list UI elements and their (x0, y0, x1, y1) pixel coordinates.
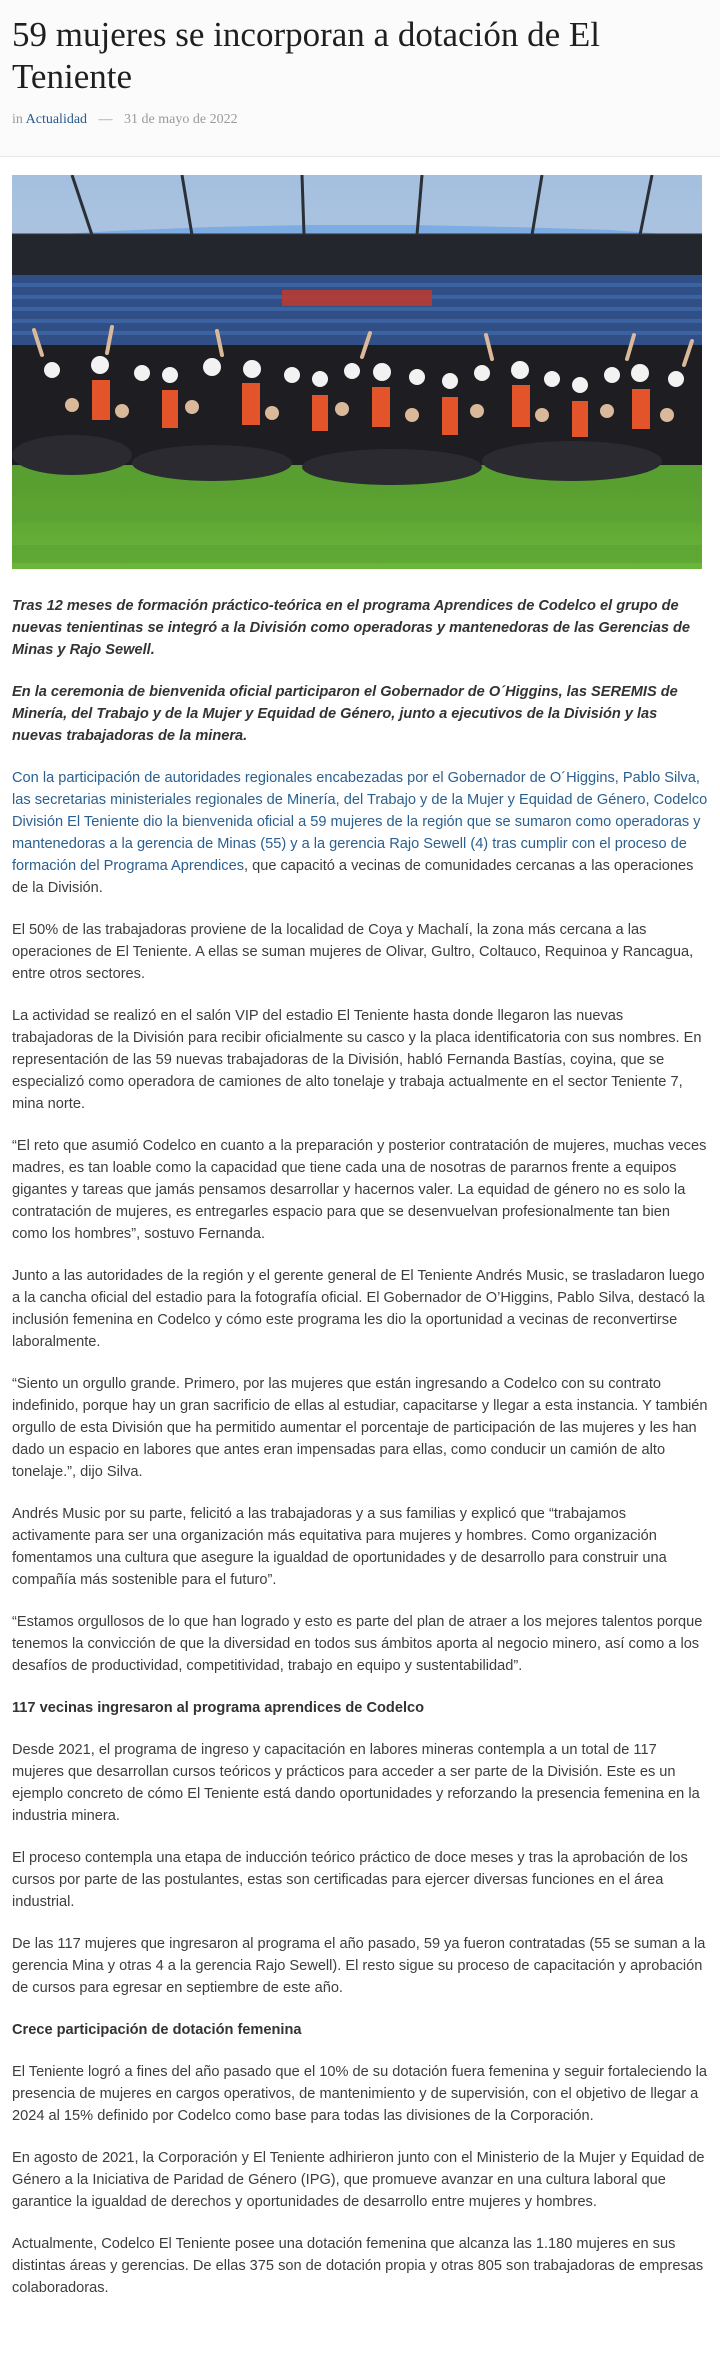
body-paragraph: El 50% de las trabajadoras proviene de la localidad de Coya y Machalí, la zona más cercana a las operaciones de El Teniente. A ellas se suman mujeres de Olivar, Gultro, Coltauco, Requinoa y Rancagua, entre otros sectores. (12, 922, 694, 982)
publish-date: 31 de mayo de 2022 (124, 112, 238, 127)
body-paragraph: De las 117 mujeres que ingresaron al programa el año pasado, 59 ya fueron contratadas (55 se suman a la gerencia Mina y otras 4 a la gerencia Rajo Sewell). El resto sigue su proceso de capacitación y aprobación de cursos para egresar en septiembre de este año. (12, 1936, 706, 1996)
body-paragraph: “El reto que asumió Codelco en cuanto a la preparación y posterior contratación de mujeres, muchas veces madres, es tan loable como la capacidad que tiene cada una de nosotras de pararnos frente a equipos gigantes y tareas que jamás pensamos desarrollar y hacernos valer. La equidad de género no es solo la contratación de mujeres, es entregarles espacio para que se desenvuelvan profesionalmente tan bien como los hombres”, sostuvo Fernanda. (12, 1138, 707, 1242)
article-meta (12, 112, 708, 128)
body-paragraph: La actividad se realizó en el salón VIP del estadio El Teniente hasta donde llegaron las nuevas trabajadoras de la División para recibir oficialmente su casco y la placa identificatoria con sus nombres. En representación de las 59 nuevas trabajadoras de la División, habló Fernanda Bastías, coyina, que se especializó como operadora de camiones de alto tonelaje y trabaja actualmente en el sector Teniente 7, mina norte. (12, 1008, 702, 1112)
article-body (0, 157, 720, 2299)
page-title: 59 mujeres se incorporan a dotación de El Teniente (12, 15, 600, 96)
body-paragraph: Junto a las autoridades de la región y el gerente general de El Teniente Andrés Music, se trasladaron luego a la cancha oficial del estadio para la fotografía oficial. El Gobernador de O’Higgins, Pablo Silva, destacó la inclusión femenina en Codelco y cómo este programa les dio la oportunidad a vecinas de reconvertirse laboralmente. (12, 1268, 705, 1350)
body-paragraph: “Estamos orgullosos de lo que han logrado y esto es parte del plan de atraer a los mejores talentos porque tenemos la convicción de que la diversidad en todos sus ámbitos aporta al negocio minero, así como a los desafíos de productividad, competitividad, trabajo en equipo y sustentabilidad”. (12, 1614, 703, 1674)
photo-illustration (12, 175, 702, 569)
body-paragraph: “Siento un orgullo grande. Primero, por las mujeres que están ingresando a Codelco con su contrato indefinido, porque hay un gran sacrificio de ellas al estudiar, capacitarse y llegar a esta instancia. Y también orgullo de esta División que ha permitido aumentar el porcentaje de participación de las mujeres y les han dado un espacio en labores que antes eran impensadas para ellas, como conducir un camión de alto tonelaje.”, dijo Silva. (12, 1376, 708, 1480)
category-link[interactable]: Actualidad (25, 112, 88, 127)
body-paragraph: Actualmente, Codelco El Teniente posee una dotación femenina que alcanza las 1.180 mujeres en sus distintas áreas y gerencias. De ellas 375 son de dotación propia y otras 805 son trabajadoras de empresas colaboradoras. (12, 2236, 704, 2296)
body-paragraph: En agosto de 2021, la Corporación y El Teniente adhirieron junto con el Ministerio de la Mujer y Equidad de Género a la Iniciativa de Paridad de Género (IPG), que promueve avanzar en una cultura laboral que garantice la igualdad de derechos y oportunidades de desarrollo entre mujeres y hombres. (12, 2150, 705, 2210)
body-paragraph: Desde 2021, el programa de ingreso y capacitación en labores mineras contempla a un total de 117 mujeres que desarrollan cursos teóricos y prácticos para acceder a ser parte de la División. Este es un ejemplo concreto de cómo El Teniente está dando oportunidades y reforzando la presencia femenina en la industria minera. (12, 1742, 700, 1824)
section-heading: 117 vecinas ingresaron al programa aprendices de Codelco (12, 1700, 425, 1716)
article-header (0, 0, 720, 157)
section-heading: Crece participación de dotación femenina (12, 2022, 302, 2038)
lead-paragraph-1: Tras 12 meses de formación práctico-teórica en el programa Aprendices de Codelco el grupo de nuevas tenientinas se integró a la División como operadoras y mantenedoras de las Gerencias de Minas y Rajo Sewell. (12, 598, 691, 658)
stadium-group-photo (12, 175, 702, 569)
body-paragraph: El Teniente logró a fines del año pasado que el 10% de su dotación fuera femenina y seguir fortaleciendo la presencia de mujeres en cargos operativos, de mantenimiento y de supervisión, con el objetivo de llegar a 2024 al 15% definido por Codelco como base para todas las divisiones de la Corporación. (12, 2064, 708, 2124)
body-paragraph: Andrés Music por su parte, felicitó a las trabajadoras y a sus familias y explicó que “trabajamos activamente para ser una organización más equitativa para mujeres y hombres. Como organización fomentamos una cultura que asegure la igualdad de oportunidades y de desarrollo para construir una compañía más sostenible para el futuro”. (12, 1506, 667, 1588)
meta-prefix: in (12, 112, 23, 127)
meta-separator: — (98, 112, 113, 127)
lead-paragraph-2: En la ceremonia de bienvenida oficial participaron el Gobernador de O´Higgins, las SEREMIS de Minería, del Trabajo y de la Mujer y Equidad de Género, junto a ejecutivos de la División y las nuevas trabajadoras de la minera. (12, 684, 678, 744)
intro-paragraph (12, 767, 708, 899)
intro-link[interactable]: Con la participación de autoridades regionales encabezadas por el Gobernador de O´Higgins, Pablo Silva, las secretarias ministeriales regionales de Minería, del Trabajo y de la Mujer y Equidad de Género, Codelco División El Teniente dio la bienvenida oficial a 59 mujeres de la región que se sumaron como operadoras y mantenedoras a la gerencia de Minas (55) y a la gerencia Rajo Sewell (4) tras cumplir con el proceso de formación del Programa Aprendices (12, 770, 708, 874)
body-paragraph: El proceso contempla una etapa de inducción teórico práctico de doce meses y tras la aprobación de los cursos por parte de las postulantes, estas son certificadas para ejercer diversas funciones en el área industrial. (12, 1850, 688, 1910)
intro-rest: , que capacitó a vecinas de comunidades cercanas a las operaciones de la División. (12, 858, 694, 896)
